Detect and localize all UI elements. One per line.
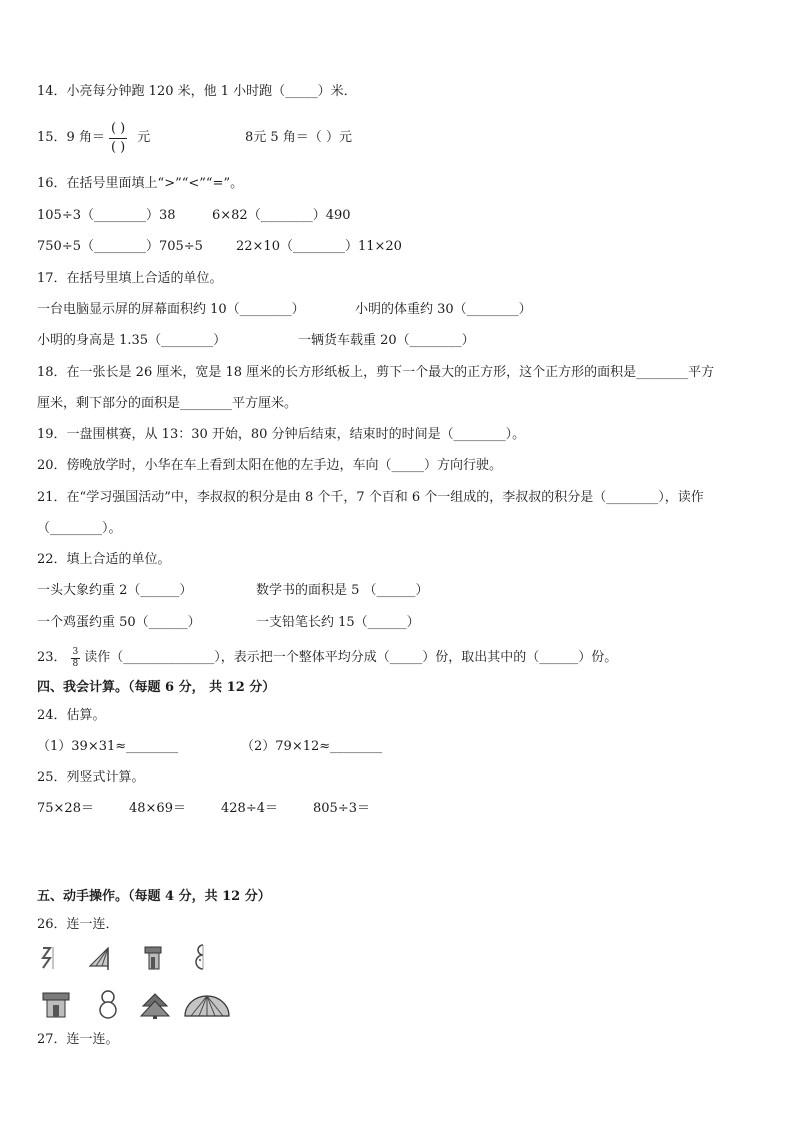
q23-fraction-numerator: 3 <box>72 646 79 657</box>
question-17-title: 17．在括号里填上合适的单位。 <box>37 271 223 286</box>
question-26-title: 26．连一连． <box>37 917 119 932</box>
half-house-icon[interactable] <box>141 944 165 972</box>
question-21-line2: （________）。 <box>37 521 122 536</box>
question-25-title: 25．列竖式计算。 <box>37 770 145 785</box>
question-15-part2: 8元 5 角＝（ ）元 <box>245 130 352 145</box>
question-21-line1: 21．在“学习强国活动”中，李叔叔的积分是由 8 个千，7 个百和 6 个一组成的，李叔叔的积分是（________），读作 <box>37 490 704 505</box>
q22-item-a: 一头大象约重 2（______） <box>37 583 193 598</box>
q25-item-1: 75×28＝ <box>37 801 94 816</box>
half-snowman-icon[interactable] <box>191 942 211 972</box>
half-umbrella-icon[interactable] <box>86 944 116 972</box>
q15-fraction-numerator: ( ) <box>110 120 126 136</box>
zigzag-half-icon[interactable] <box>37 944 61 972</box>
q15-prefix: 15．9 角＝ <box>37 130 105 145</box>
q23-prefix: 23． <box>37 650 67 665</box>
question-15 <box>37 116 150 160</box>
q24-item-2: （2）79×12≈________ <box>241 739 383 754</box>
q17-item-d: 一辆货车载重 20（________） <box>298 333 475 348</box>
q22-item-b: 数学书的面积是 5 （______） <box>256 583 429 598</box>
umbrella-icon[interactable] <box>183 992 231 1020</box>
question-20: 20．傍晚放学时，小华在车上看到太阳在他的左手边，车向（_____）方向行驶。 <box>37 458 503 473</box>
q16-item-b: 6×82（________）490 <box>212 208 351 223</box>
question-16-title: 16．在括号里面填上“>”“<”“=”。 <box>37 176 244 191</box>
question-19: 19．一盘围棋赛，从 13：30 开始，80 分钟后结束，结束时的时间是（________）。 <box>37 427 526 442</box>
q16-item-c: 750÷5（________）705÷5 <box>37 239 203 254</box>
question-24-title: 24．估算。 <box>37 708 106 723</box>
q22-item-c: 一个鸡蛋约重 50（______） <box>37 615 201 630</box>
question-14: 14．小亮每分钟跑 120 米，他 1 小时跑（_____）米． <box>37 84 357 99</box>
q17-item-a: 一台电脑显示屏的屏幕面积约 10（________） <box>37 302 305 317</box>
question-27: 27．连一连。 <box>37 1032 119 1047</box>
q23-text: 读作（______________），表示把一个整体平均分成（_____）份，取出其中的（______）份。 <box>84 650 618 665</box>
q17-item-c: 小明的身高是 1.35（________） <box>37 333 227 348</box>
snowman-icon[interactable] <box>96 988 120 1020</box>
q25-item-3: 428÷4＝ <box>221 801 278 816</box>
question-18-line1: 18．在一张长是 26 厘米，宽是 18 厘米的长方形纸板上，剪下一个最大的正方形，这个正方形的面积是________平方 <box>37 365 715 380</box>
q16-item-a: 105÷3（________）38 <box>37 208 176 223</box>
question-18-line2: 厘米，剩下部分的面积是________平方厘米。 <box>37 396 298 411</box>
question-22-title: 22．填上合适的单位。 <box>37 552 171 567</box>
q22-item-d: 一支铅笔长约 15（______） <box>256 615 420 630</box>
question-23 <box>37 642 617 674</box>
q23-fraction <box>71 647 81 670</box>
tree-icon[interactable] <box>139 992 171 1020</box>
q15-unit: 元 <box>137 130 151 145</box>
house-icon[interactable] <box>41 990 71 1020</box>
q25-item-4: 805÷3＝ <box>313 801 370 816</box>
q25-item-2: 48×69＝ <box>129 801 186 816</box>
q24-item-1: （1）39×31≈________ <box>37 739 179 754</box>
section-5-heading: 五、动手操作。（每题 4 分，共 12 分） <box>37 889 271 904</box>
q17-item-b: 小明的体重约 30（________） <box>355 302 532 317</box>
q15-fraction <box>109 120 127 157</box>
section-4-heading: 四、我会计算。（每题 6 分， 共 12 分） <box>37 680 276 695</box>
q23-fraction-denominator: 8 <box>72 658 79 669</box>
q15-fraction-denominator: ( ) <box>110 139 126 155</box>
q16-item-d: 22×10（________）11×20 <box>236 239 402 254</box>
